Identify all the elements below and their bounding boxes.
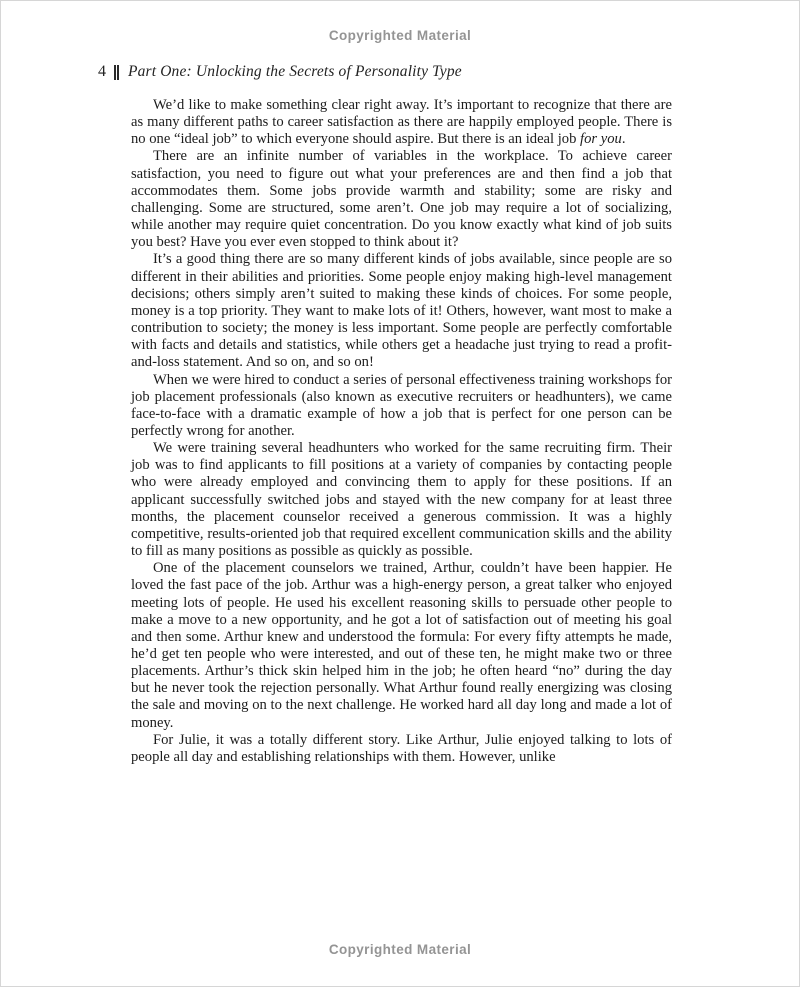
paragraph: When we were hired to conduct a series of personal effectiveness training workshops for job placement professionals (also known as executive recruiters or headhunters), we came face-to-face with a dramatic example of how a job that is perfect for one person can be perfectly wrong for another. xyxy=(131,371,672,439)
paragraph: For Julie, it was a totally different story. Like Arthur, Julie enjoyed talking to lots of people all day and establishing relationships with them. However, unlike xyxy=(131,731,672,765)
paragraph xyxy=(131,97,672,148)
paragraph-text: . xyxy=(621,131,626,148)
paragraph: It’s a good thing there are so many different kinds of jobs available, since people are so different in their abilities and priorities. Some people enjoy making high-level management decisions; others simply aren’t suited to making these kinds of choices. For some people, money is a top priority. They want to make lots of it! Others, however, want most to make a contribution to society; the money is less important. Some people are perfectly comfortable with facts and details and statistics, while others get a headache just trying to read a profit-and-loss statement. And so on, and so on! xyxy=(131,251,672,371)
page-header xyxy=(98,63,462,81)
paragraph: There are an infinite number of variables in the workplace. To achieve career satisfaction, you need to figure out what your preferences are and then find a job that accommodates them. Some jobs provide warmth and stability; some are risky and challenging. Some are structured, some aren’t. One job may require a lot of socializing, while another may require quiet concentration. Do you know exactly what kind of job suits you best? Have you ever even stopped to think about it? xyxy=(131,148,672,251)
page-body xyxy=(131,97,672,766)
paragraph: We were training several headhunters who worked for the same recruiting firm. Their job was to find applicants to fill positions at a variety of companies by contacting people who were already employed and convincing them to apply for these positions. If an applicant successfully switched jobs and stayed with the new company for at least three months, the placement counselor received a generous commission. It was a highly competitive, results-oriented job that required excellent communication skills and the ability to fill as many positions as possible as quickly as possible. xyxy=(131,440,672,560)
double-vertical-bar-icon xyxy=(114,65,119,80)
page-number: 4 xyxy=(98,63,106,80)
paragraph-text: We’d like to make something clear right away. It’s important to recognize that there are as many different paths to career satisfaction as there are happily employed people. There is no one “ideal job” to which everyone should aspire. But there is an ideal job xyxy=(131,97,672,148)
copyright-banner-top: Copyrighted Material xyxy=(328,28,472,43)
running-title: Part One: Unlocking the Secrets of Personality Type xyxy=(128,63,462,80)
copyright-banner-bottom: Copyrighted Material xyxy=(328,942,472,957)
italic-phrase: for you xyxy=(580,131,622,148)
paragraph: One of the placement counselors we trained, Arthur, couldn’t have been happier. He loved the fast pace of the job. Arthur was a high-energy person, a great talker who enjoyed meeting lots of people. He used his excellent reasoning skills to persuade other people to make a move to a new opportunity, and he got a lot of satisfaction out of meeting his goal and then some. Arthur knew and understood the formula: For every fifty attempts he made, he’d get ten people who were interested, and out of these ten, he might make two or three placements. Arthur’s thick skin helped him in the job; he often heard “no” during the day but he never took the rejection personally. What Arthur found really energizing was closing the sale and moving on to the next challenge. He worked hard all day long and made a lot of money. xyxy=(131,560,672,731)
